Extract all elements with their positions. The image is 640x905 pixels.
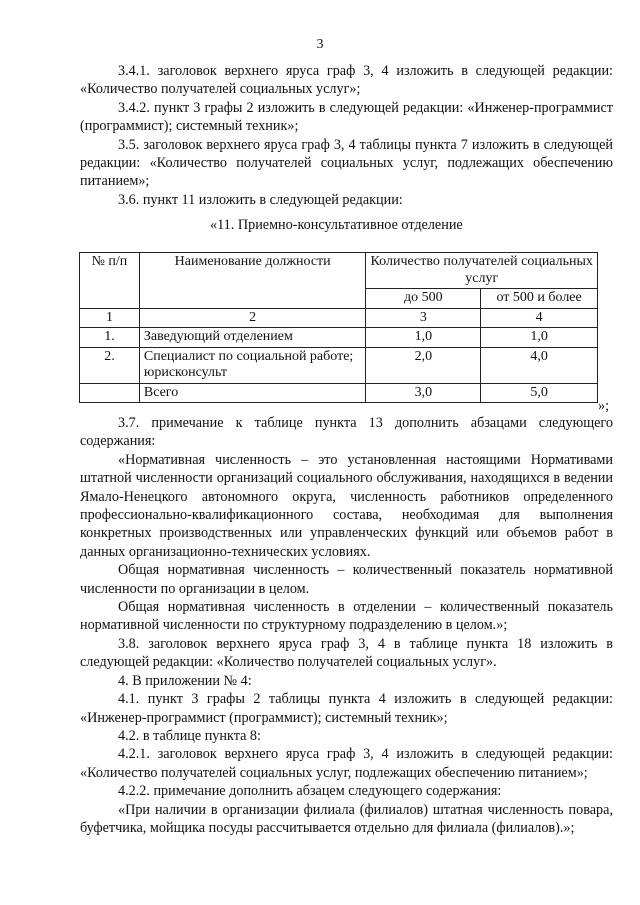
paragraph-4-2-2: 4.2.2. примечание дополнить абзацем следующего содержания: xyxy=(118,783,502,800)
row-position: Заведующий отделением xyxy=(139,328,366,348)
header-500-and-more: от 500 и более xyxy=(481,289,598,309)
section-title: «11. Приемно-консультативное отделение xyxy=(210,217,463,233)
paragraph-4-1: 4.1. пункт 3 графы 2 таблицы пункта 4 изложить в следующей редакции: «Инженер-программист (программист); системный техник»; xyxy=(80,691,613,726)
total-value-a: 3,0 xyxy=(366,383,481,403)
paragraph-3-6: 3.6. пункт 11 изложить в следующей редакции: xyxy=(118,191,403,208)
top-paragraphs xyxy=(80,62,613,209)
paragraph-department-normative: Общая нормативная численность в отделении – количественный показатель нормативной численности по структурному подразделению в целом.»; xyxy=(80,599,613,634)
row-value-b: 1,0 xyxy=(481,328,598,348)
bottom-paragraphs xyxy=(80,414,613,837)
table-row xyxy=(80,347,598,383)
paragraph-3-7: 3.7. примечание к таблице пункта 13 дополнить абзацами следующего содержания: xyxy=(80,415,613,450)
index-cell: 3 xyxy=(366,308,481,328)
header-recipients: Количество получателей социальных услуг xyxy=(366,253,598,289)
paragraph-3-4-1: 3.4.1. заголовок верхнего яруса граф 3, 4 изложить в следующей редакции: «Количество получателей социальных услуг»; xyxy=(80,63,613,98)
table-total-row xyxy=(80,383,598,403)
table-index-row xyxy=(80,308,598,328)
index-cell: 2 xyxy=(139,308,366,328)
paragraph-3-4-2: 3.4.2. пункт 3 графы 2 изложить в следующей редакции: «Инженер-программист (программист); системный техник»; xyxy=(80,99,613,135)
staffing-table xyxy=(79,252,598,403)
paragraph-3-8: 3.8. заголовок верхнего яруса граф 3, 4 в таблице пункта 18 изложить в следующей редакции: «Количество получателей социальных услуг». xyxy=(80,635,613,671)
paragraph-normative-definition: «Нормативная численность – это установленная настоящими Нормативами штатной численности организаций социального обслуживания, находящихся в ведении Ямало-Ненецкого автономного округа, численность работников определенного профессионально-квалификационного состава, необходимая для выполнения конкретных производственных или управленческих функций или объемов работ в данных организационно-технических условиях. xyxy=(80,451,613,560)
row-num: 2. xyxy=(80,347,140,383)
table-row xyxy=(80,328,598,348)
row-position: Специалист по социальной работе; юрисконсульт xyxy=(139,347,366,383)
row-value-a: 2,0 xyxy=(366,347,481,383)
total-value-b: 5,0 xyxy=(481,383,598,403)
paragraph-branch-note: «При наличии в организации филиала (филиалов) штатная численность повара, буфетчика, мойщика посуды рассчитывается отдельно для филиала (филиалов).»; xyxy=(80,801,613,836)
paragraph-4: 4. В приложении № 4: xyxy=(118,672,252,689)
table-header-row xyxy=(80,253,598,289)
paragraph-3-5: 3.5. заголовок верхнего яруса граф 3, 4 таблицы пункта 7 изложить в следующей редакции: «Количество получателей социальных услуг, подлежащих обеспечению питанием»; xyxy=(80,136,613,190)
total-label: Всего xyxy=(139,383,366,403)
paragraph-4-2: 4.2. в таблице пункта 8: xyxy=(118,727,261,744)
paragraph-total-normative: Общая нормативная численность – количественный показатель нормативной численности по организации в целом. xyxy=(80,562,613,597)
row-num: 1. xyxy=(80,328,140,348)
total-num xyxy=(80,383,140,403)
header-num: № п/п xyxy=(80,253,140,309)
header-position: Наименование должности xyxy=(139,253,366,309)
row-value-a: 1,0 xyxy=(366,328,481,348)
page-number: 3 xyxy=(316,37,324,52)
index-cell: 4 xyxy=(481,308,598,328)
paragraph-4-2-1: 4.2.1. заголовок верхнего яруса граф 3, 4 изложить в следующей редакции: «Количество получателей социальных услуг, подлежащих обеспечению питанием»; xyxy=(80,746,613,781)
header-up-to-500: до 500 xyxy=(366,289,481,309)
index-cell: 1 xyxy=(80,308,140,328)
row-value-b: 4,0 xyxy=(481,347,598,383)
closing-quote: »; xyxy=(598,398,610,414)
